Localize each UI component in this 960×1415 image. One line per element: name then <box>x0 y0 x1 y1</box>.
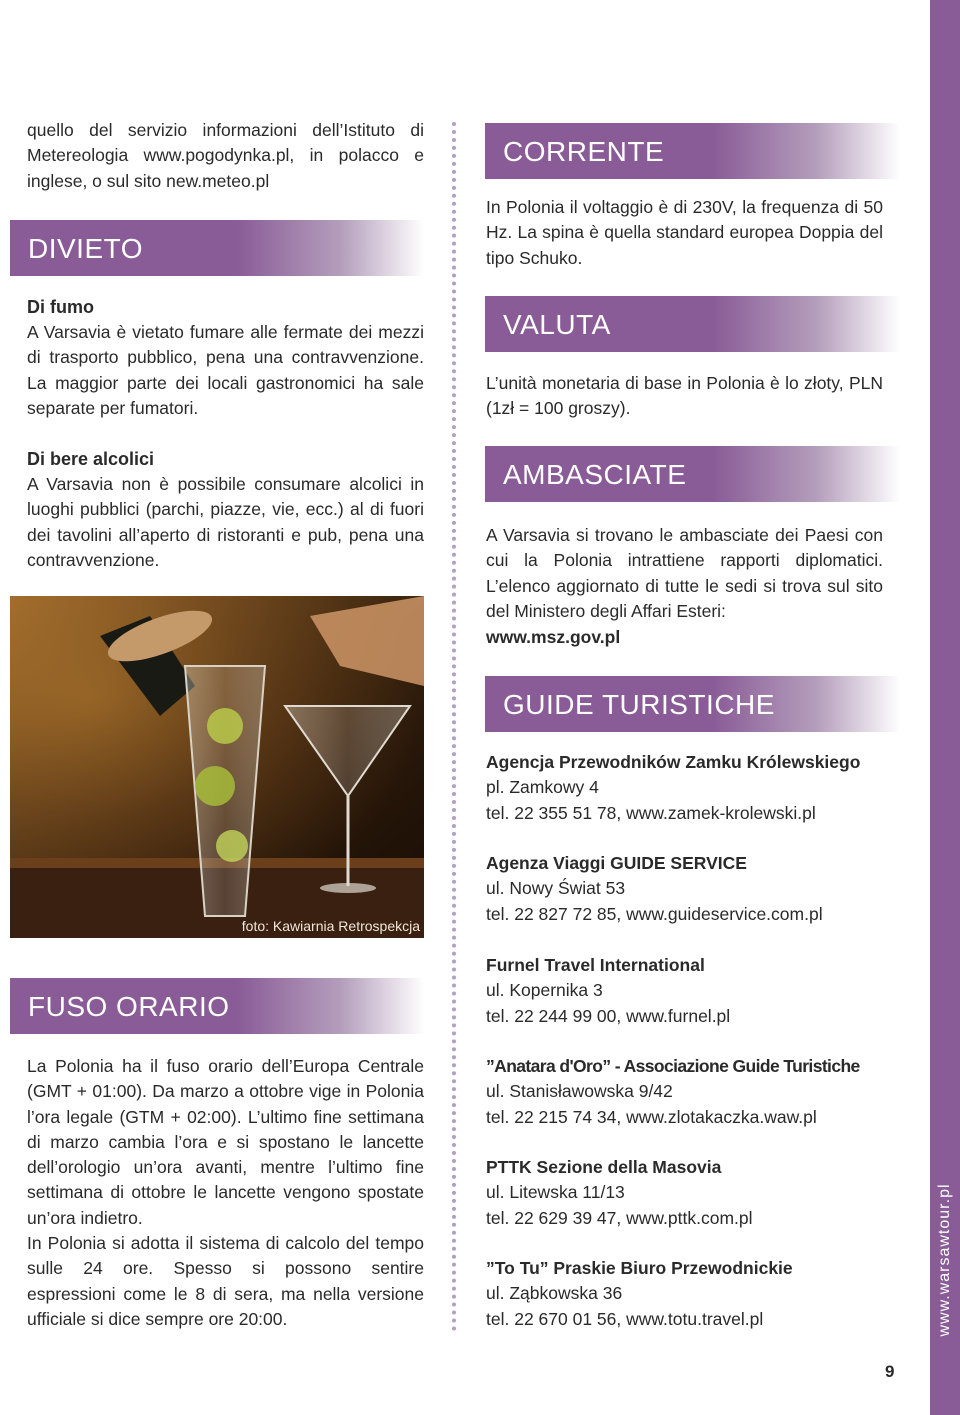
section-title: DIVIETO <box>28 233 144 264</box>
section-title: FUSO ORARIO <box>28 991 230 1022</box>
section-header-corrente <box>485 123 900 179</box>
section-title: AMBASCIATE <box>503 459 687 490</box>
guide-name: Agencja Przewodników Zamku Królewskiego <box>486 752 861 772</box>
guide-name: Furnel Travel International <box>486 955 705 975</box>
guide-address: ul. Ząbkowska 36 <box>486 1283 623 1304</box>
bar-cocktail-photo <box>10 596 424 938</box>
alcohol-paragraph: A Varsavia non è possibile consumare alcolici in luoghi pubblici (parchi, piazze, vie, ecc.) al di fuori dei tavolini all’aperto di ristoranti e pub, pena una contravvenzione. <box>27 474 424 570</box>
guide-entry <box>486 851 906 927</box>
section-header-valuta <box>485 296 900 352</box>
valuta-paragraph: L’unità monetaria di base in Polonia è lo złoty, PLN (1zł = 100 groszy). <box>486 373 883 419</box>
photo-credit: foto: Kawiarnia Retrospekcja <box>241 918 420 934</box>
section-header-fuso-orario <box>10 978 424 1034</box>
guide-name: Agenza Viaggi GUIDE SERVICE <box>486 853 747 873</box>
subheading-smoking: Di fumo <box>27 297 94 317</box>
ministry-link[interactable]: www.msz.gov.pl <box>486 627 621 647</box>
intro-paragraph: quello del servizio informazioni dell’Istituto di Metereologia www.pogodynka.pl, in polacco e inglese, o sul sito new.meteo.pl <box>27 120 424 191</box>
guide-address: ul. Stanisławowska 9/42 <box>486 1081 673 1102</box>
website-url[interactable]: www.warsawtour.pl <box>936 1183 953 1337</box>
column-divider <box>452 122 456 1332</box>
section-header-divieto <box>10 220 424 276</box>
guide-contact[interactable]: tel. 22 355 51 78, www.zamek-krolewski.pl <box>486 802 816 823</box>
fuso-paragraph-2: In Polonia si adotta il sistema di calcolo del tempo sulle 24 ore. Spesso si possono sentire espressioni come le 8 di sera, ma nella versione ufficiale si dice sempre ore 20:00. <box>27 1233 424 1329</box>
subheading-alcohol: Di bere alcolici <box>27 449 155 469</box>
section-header-guide-turistiche <box>485 676 900 732</box>
guide-contact[interactable]: tel. 22 827 72 85, www.guideservice.com.pl <box>486 903 823 924</box>
section-header-ambasciate <box>485 446 900 502</box>
guide-contact[interactable]: tel. 22 629 39 47, www.pttk.com.pl <box>486 1207 753 1228</box>
section-title: CORRENTE <box>503 136 665 167</box>
guide-name: ”To Tu” Praskie Biuro Przewodnickie <box>486 1258 793 1278</box>
guide-name: ”Anatara d'Oro” - Associazione Guide Turistiche <box>486 1056 860 1076</box>
fuso-paragraph-1: La Polonia ha il fuso orario dell’Europa Centrale (GMT + 01:00). Da marzo a ottobre vige in Polonia l’ora legale (GTM + 02:00). L’ultimo fine settimana di marzo cambia l’ora e si spostano le lancette dell’orologio un’ora avanti, mentre l’ultimo fine settimana di ottobre le lancette vengono spostate un’ora indietro. <box>27 1056 424 1228</box>
guide-address: ul. Nowy Świat 53 <box>486 878 626 899</box>
guide-contact[interactable]: tel. 22 215 74 34, www.zlotakaczka.waw.pl <box>486 1106 817 1127</box>
guide-contact[interactable]: tel. 22 244 99 00, www.furnel.pl <box>486 1005 731 1026</box>
guide-address: pl. Zamkowy 4 <box>486 777 599 798</box>
smoking-paragraph: A Varsavia è vietato fumare alle fermate dei mezzi di trasporto pubblico, pena una contravvenzione. La maggior parte dei locali gastronomici ha sale separate per fumatori. <box>27 322 424 418</box>
guide-entry <box>486 1155 906 1231</box>
guide-name: PTTK Sezione della Masovia <box>486 1157 722 1177</box>
section-title: GUIDE TURISTICHE <box>503 689 775 720</box>
photo-illustration <box>10 596 424 938</box>
guide-address: ul. Kopernika 3 <box>486 980 603 1001</box>
guide-entry <box>486 750 906 826</box>
guide-entry <box>486 953 906 1029</box>
page-number: 9 <box>885 1362 895 1381</box>
guide-address: ul. Litewska 11/13 <box>486 1182 625 1203</box>
section-title: VALUTA <box>503 309 611 340</box>
guide-entry <box>486 1054 906 1130</box>
guide-entry <box>486 1256 906 1332</box>
corrente-paragraph: In Polonia il voltaggio è di 230V, la frequenza di 50 Hz. La spina è quella standard europea Doppia del tipo Schuko. <box>486 197 883 268</box>
guide-contact[interactable]: tel. 22 670 01 56, www.totu.travel.pl <box>486 1308 764 1329</box>
ambasciate-paragraph: A Varsavia si trovano le ambasciate dei Paesi con cui la Polonia intrattiene rapporti diplomatici. L’elenco aggiornato di tutte le sedi si trova sul sito del Ministero degli Affari Esteri: <box>486 525 883 621</box>
